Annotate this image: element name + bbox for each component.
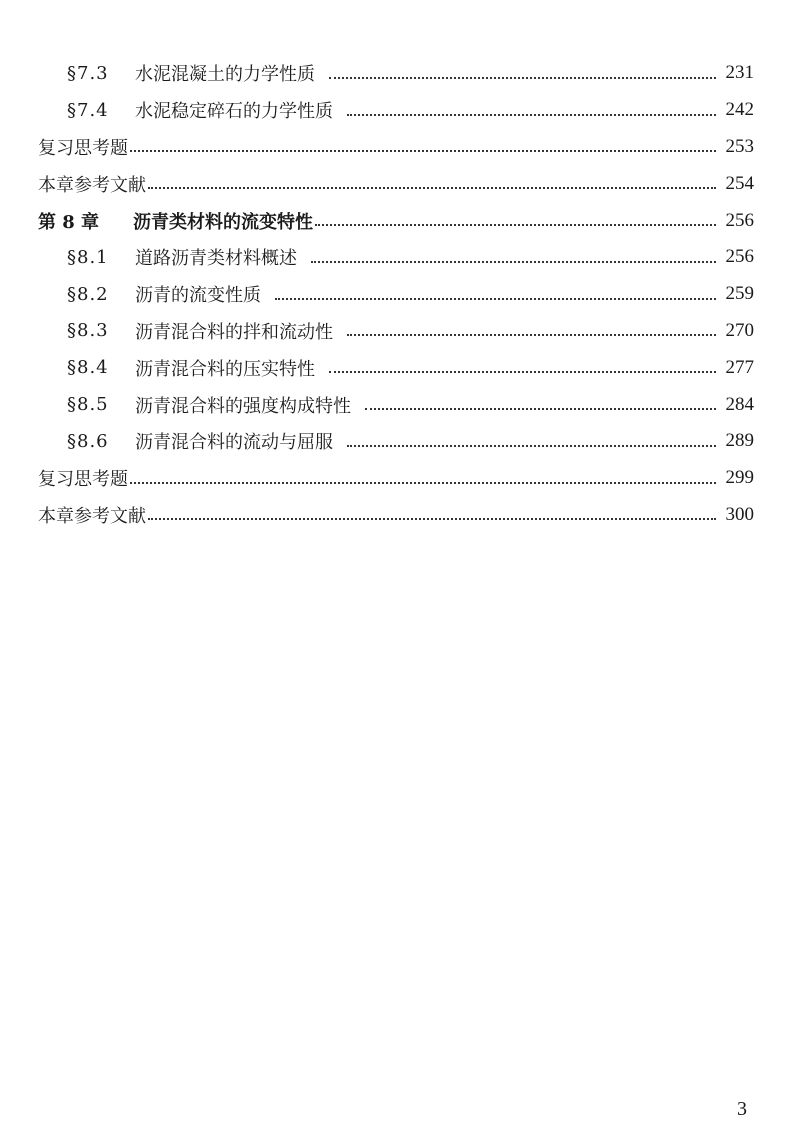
toc-entry-8-6[interactable]	[0, 423, 790, 460]
references-title: 本章参考文献	[38, 174, 146, 196]
section-title: 沥青的流变性质	[135, 285, 261, 307]
dot-leader	[275, 297, 716, 300]
toc-entry-8-3[interactable]	[0, 313, 790, 350]
page-ref: 231	[725, 62, 754, 84]
section-title: 水泥混凝土的力学性质	[135, 64, 315, 86]
toc-entry-7-3[interactable]	[0, 55, 790, 92]
dot-leader	[365, 407, 716, 410]
toc-entry-7-4[interactable]	[0, 92, 790, 129]
toc-entry-review-7[interactable]	[0, 129, 790, 166]
page-ref: 270	[725, 319, 754, 341]
page-ref: 259	[725, 283, 754, 305]
page-ref: 299	[725, 467, 754, 489]
toc-entry-8-2[interactable]	[0, 276, 790, 313]
dot-leader	[347, 333, 716, 336]
section-title: 沥青混合料的拌和流动性	[135, 321, 333, 343]
section-number: §8.6	[67, 430, 109, 452]
toc-entry-refs-8[interactable]	[0, 497, 790, 534]
toc-entry-8-5[interactable]	[0, 386, 790, 423]
toc-entry-refs-7[interactable]	[0, 165, 790, 202]
page-ref: 254	[725, 172, 754, 194]
section-title: 沥青混合料的压实特性	[135, 358, 315, 380]
dot-leader	[315, 223, 716, 226]
page-number: 3	[737, 1098, 747, 1120]
dot-leader	[130, 149, 716, 152]
page-ref: 284	[725, 393, 754, 415]
chapter-number: 第 8 章	[38, 211, 100, 233]
dot-leader	[329, 76, 716, 79]
page-ref: 277	[725, 356, 754, 378]
section-title: 水泥稳定碎石的力学性质	[135, 101, 333, 123]
dot-leader	[148, 517, 716, 520]
page-ref: 256	[725, 209, 754, 231]
toc-entry-chapter-8[interactable]	[0, 202, 790, 239]
table-of-contents	[0, 55, 790, 533]
section-title: 沥青混合料的流动与屈服	[135, 432, 333, 454]
dot-leader	[148, 186, 716, 189]
page-ref: 253	[725, 135, 754, 157]
page-ref: 256	[725, 246, 754, 268]
dot-leader	[347, 444, 716, 447]
page-ref: 300	[725, 503, 754, 525]
section-number: §8.2	[67, 283, 109, 305]
section-number: §8.5	[67, 394, 109, 416]
toc-entry-8-4[interactable]	[0, 349, 790, 386]
review-title: 复习思考题	[38, 469, 128, 491]
toc-entry-review-8[interactable]	[0, 460, 790, 497]
section-number: §7.4	[67, 99, 109, 121]
section-number: §8.3	[67, 320, 109, 342]
page-ref: 242	[725, 99, 754, 121]
page-ref: 289	[725, 430, 754, 452]
section-number: §8.1	[67, 246, 109, 268]
section-number: §8.4	[67, 357, 109, 379]
section-title: 道路沥青类材料概述	[135, 248, 297, 270]
references-title: 本章参考文献	[38, 505, 146, 527]
toc-entry-8-1[interactable]	[0, 239, 790, 276]
dot-leader	[130, 481, 716, 484]
section-title: 沥青混合料的强度构成特性	[135, 395, 351, 417]
section-number: §7.3	[67, 62, 109, 84]
dot-leader	[329, 370, 716, 373]
dot-leader	[347, 113, 716, 116]
review-title: 复习思考题	[38, 137, 128, 159]
chapter-title: 沥青类材料的流变特性	[133, 211, 313, 233]
dot-leader	[311, 260, 716, 263]
